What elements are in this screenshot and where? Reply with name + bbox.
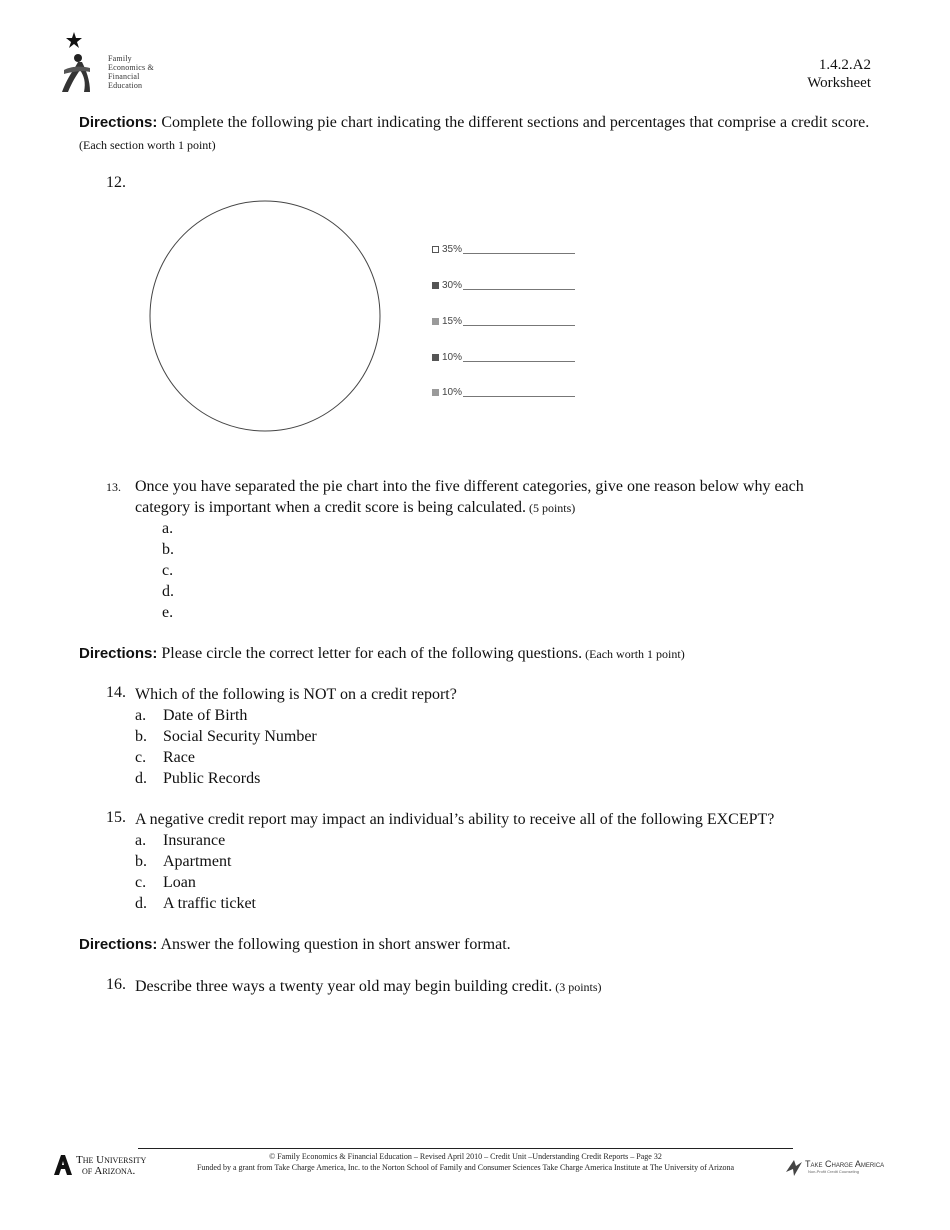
question-13-answers: [162, 518, 174, 623]
legend-swatch: [432, 246, 439, 253]
option-row[interactable]: b. Apartment: [135, 853, 232, 870]
answer-line-d: d.: [162, 583, 174, 600]
legend-blank-line[interactable]: [463, 281, 575, 290]
answer-line-a: a.: [162, 520, 174, 537]
legend-entry: [432, 244, 575, 255]
option-row[interactable]: c. Race: [135, 749, 195, 766]
option-row[interactable]: a. Insurance: [135, 832, 226, 849]
legend-label: 10%: [442, 387, 463, 398]
question-15-options: [135, 830, 256, 914]
question-14-text: Which of the following is NOT on a credit report?: [135, 686, 457, 703]
directions-multiple-choice: Directions: Please circle the correct letter for each of the following questions. (Each worth 1 point): [79, 645, 685, 662]
question-15-number: 15.: [106, 809, 126, 826]
option-row[interactable]: d. Public Records: [135, 770, 261, 787]
option-row[interactable]: b. Social Security Number: [135, 728, 317, 745]
question-12-number: 12.: [106, 174, 126, 191]
legend-blank-line[interactable]: [463, 245, 575, 254]
empty-pie-chart: [148, 199, 382, 433]
answer-line-b: b.: [162, 541, 174, 558]
footer-copyright: © Family Economics & Financial Education – Revised April 2010 – Credit Unit –Understanding Credit Reports – Page 32: [269, 1152, 662, 1161]
tca-swoosh-icon: [784, 1158, 804, 1178]
legend-swatch: [432, 354, 439, 361]
legend-entry: [432, 316, 575, 327]
directions-short-answer: Directions: Answer the following question in short answer format.: [79, 936, 511, 953]
question-14-number: 14.: [106, 684, 126, 701]
question-14-options: [135, 705, 317, 789]
legend-blank-line[interactable]: [463, 388, 575, 397]
legend-entry: [432, 280, 575, 291]
directions-pie: Directions: Complete the following pie chart indicating the different sections and percentages that comprise a credit score. (Each section worth 1 point): [79, 114, 870, 152]
pie-outline: [150, 201, 380, 431]
legend-label: 10%: [442, 352, 463, 363]
question-16-number: 16.: [106, 976, 126, 993]
document-id: [807, 56, 871, 92]
legend-entry: [432, 387, 575, 398]
logo-wordmark: Family Economics & Financial Education: [108, 54, 154, 90]
question-13-number: 13.: [106, 480, 121, 494]
fefe-logo: [60, 30, 175, 98]
doc-code: 1.4.2.A2: [818, 57, 871, 73]
legend-entry: [432, 352, 575, 363]
question-13-text: Once you have separated the pie chart into the five different categories, give one reason below why each category is important when a credit score is being calculated. (5 points): [135, 478, 804, 516]
legend-label: 15%: [442, 316, 463, 327]
legend-swatch: [432, 318, 439, 325]
option-row[interactable]: c. Loan: [135, 874, 196, 891]
legend-blank-line[interactable]: [463, 353, 575, 362]
legend-label: 30%: [442, 280, 463, 291]
legend-label: 35%: [442, 244, 463, 255]
legend-blank-line[interactable]: [463, 317, 575, 326]
option-row[interactable]: a. Date of Birth: [135, 707, 248, 724]
arizona-a-icon: [52, 1153, 74, 1177]
question-16-text: Describe three ways a twenty year old may begin building credit. (3 points): [135, 978, 602, 995]
answer-line-e: e.: [162, 604, 174, 621]
option-row[interactable]: d. A traffic ticket: [135, 895, 256, 912]
footer-funding: Funded by a grant from Take Charge America, Inc. to the Norton School of Family and Consumer Sciences Take Charge America Institute at The University of Arizona: [196, 1163, 735, 1172]
star-figure-icon: [60, 30, 110, 100]
legend-swatch: [432, 389, 439, 396]
legend-swatch: [432, 282, 439, 289]
footer-rule: [138, 1148, 793, 1149]
doc-type: Worksheet: [807, 75, 871, 91]
answer-line-c: c.: [162, 562, 174, 579]
question-15-text: A negative credit report may impact an individual’s ability to receive all of the following EXCEPT?: [135, 811, 775, 828]
